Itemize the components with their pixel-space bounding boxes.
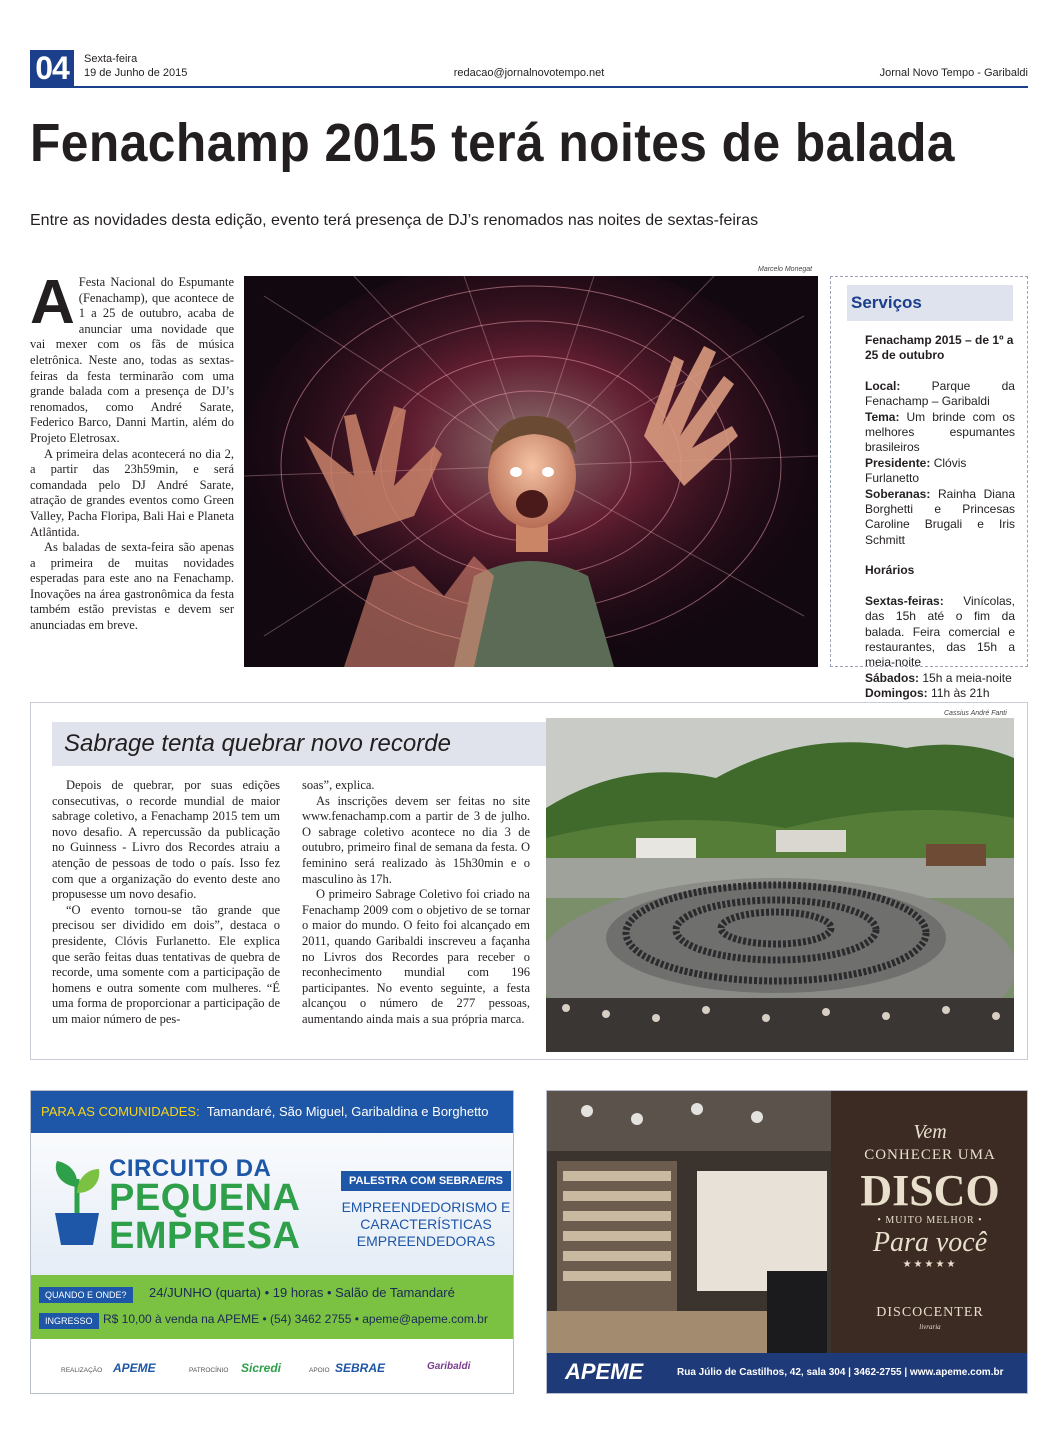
sabrage-paragraph: “O evento tornou-se tão grande que precisou ser dividido em dois”, destaca o presidente, Clóvis Furlanetto. Ele explica que serão feitas duas tentativas de quebra de recorde, uma somente com a participação de homens e outra somente com mulheres. “É uma forma de proporcionar a participação de um maior número de pes- bbox=[52, 902, 280, 1026]
services-body bbox=[847, 333, 1015, 702]
ad-info-band bbox=[31, 1275, 514, 1339]
services-sundays: Domingos: 11h às 21h bbox=[865, 686, 990, 701]
services-saturdays: Sábados: 15h a meia-noite bbox=[865, 670, 1012, 685]
sabrage-column-1 bbox=[52, 778, 280, 1028]
apeme-footer-logo: APEME bbox=[565, 1359, 644, 1384]
page-headline: Fenachamp 2015 terá noites de balada bbox=[30, 113, 955, 173]
ad-footer-bar bbox=[547, 1353, 1028, 1394]
apeme-address[interactable]: Rua Júlio de Castilhos, 42, sala 304 | 3462-2755 | www.apeme.com.br bbox=[677, 1367, 1004, 1378]
main-photo-credit: Marcelo Monegat bbox=[758, 266, 813, 273]
main-article bbox=[30, 268, 234, 634]
sabrage-photo-illustration bbox=[546, 718, 1014, 1052]
issue-full-date: 19 de Junho de 2015 bbox=[84, 67, 188, 79]
ad-line-2: CONHECER UMA bbox=[864, 1147, 996, 1163]
ad-when-value: 24/JUNHO (quarta) • 19 horas • Salão de Tamandaré bbox=[149, 1285, 455, 1300]
services-theme: Tema: Um brinde com os melhores espumantes brasileiros bbox=[865, 409, 1015, 455]
ad-line-5: Para você bbox=[872, 1227, 988, 1258]
header-divider bbox=[30, 86, 1028, 88]
plant-pot-icon bbox=[49, 1157, 105, 1247]
ad-palestra-badge: PALESTRA COM SEBRAE/RS bbox=[341, 1171, 511, 1191]
discocenter-subtitle: livraria bbox=[919, 1323, 941, 1331]
ad-realizacao-label: REALIZAÇÃO bbox=[61, 1367, 103, 1374]
garibaldi-logo: Garibaldi bbox=[427, 1361, 471, 1372]
circuito-ad[interactable] bbox=[30, 1090, 514, 1394]
ad-line-3: DISCO bbox=[860, 1166, 1000, 1215]
discocenter-brand: DISCOCENTER bbox=[876, 1305, 984, 1320]
ad-sponsors bbox=[31, 1341, 514, 1394]
article-paragraph: As baladas de sexta-feira são apenas a primeira de muitas novidades esperadas para este ano na Fenachamp. Inovações na área gastronômica da festa também estão previstas e devem ser anunciadas em breve. bbox=[30, 540, 234, 633]
services-schedule-title: Horários bbox=[865, 563, 915, 578]
services-sovereigns: Soberanas: Rainha Diana Borghetti e Princesas Caroline Brugali e Iris Schmitt bbox=[865, 486, 1015, 547]
newspaper-name: Jornal Novo Tempo - Garibaldi bbox=[879, 67, 1028, 79]
ad-when-label: QUANDO E ONDE? bbox=[39, 1287, 133, 1303]
sabrage-crowd-photo bbox=[546, 718, 1014, 1052]
ad-title-line-1: CIRCUITO DA bbox=[109, 1155, 272, 1182]
sabrage-column-2 bbox=[302, 778, 530, 1028]
ad-patrocinio-label: PATROCÍNIO bbox=[189, 1367, 229, 1374]
sabrage-paragraph: O primeiro Sabrage Coletivo foi criado na Fenachamp 2009 com o objetivo de se tornar o maior do mundo. O feito foi alcançado em 2011, quando Garibaldi inscreveu a façanha no Livros dos Recordes para receber o reconhecimento mundial com 196 participantes. No evento seguinte, a festa alcançou o número de 277 pessoas, aumentando ainda mais a sua própria marca. bbox=[302, 887, 530, 1026]
drop-cap: A bbox=[30, 268, 75, 337]
dj-photo-illustration bbox=[244, 276, 818, 667]
page-number: 04 bbox=[30, 50, 74, 86]
services-box bbox=[830, 276, 1028, 701]
ad-communities-strip: PARA AS COMUNIDADES: Tamandaré, São Miguel, Garibaldina e Borghetto bbox=[31, 1091, 514, 1133]
ad-apoio-label: APOIO bbox=[309, 1367, 330, 1374]
issue-day: Sexta-feira bbox=[84, 53, 138, 65]
sabrage-title: Sabrage tenta quebrar novo recorde bbox=[52, 722, 546, 766]
sebrae-logo: SEBRAE bbox=[335, 1361, 386, 1375]
services-president: Presidente: Clóvis Furlanetto bbox=[865, 455, 967, 486]
services-fridays: Sextas-feiras: Vinícolas, das 15h até o fim da balada. Feira comercial e restaurantes, das 15h a meia-noite bbox=[865, 593, 1015, 670]
ad-line-1: Vem bbox=[913, 1121, 947, 1143]
apeme-logo: APEME bbox=[113, 1361, 156, 1375]
article-paragraph: A Festa Nacional do Espumante (Fenachamp), que acontece de 1 a 25 de outubro, acaba de anunciar uma novidade que vai mexer com os fãs de música eletrônica. Neste ano, todas as sextas-feiras da festa terminarão com uma grande balada com a presença de DJ’s renomados, como André Sarate, Federico Barco, Danni Martin, além do Projeto Eletrosax. bbox=[30, 268, 234, 445]
services-title: Serviços bbox=[847, 285, 1013, 321]
ad-line-4: • MUITO MELHOR • bbox=[877, 1215, 983, 1226]
ad-stars: ★★★★★ bbox=[902, 1259, 958, 1270]
ad-title-line-3: EMPRESA bbox=[109, 1215, 301, 1257]
ad-topic: EMPREENDEDORISMO E CARACTERÍSTICAS EMPREENDEDORAS bbox=[341, 1199, 511, 1249]
sabrage-photo-credit: Cassius André Fanti bbox=[944, 710, 1007, 717]
ad-ticket-value: R$ 10,00 à venda na APEME • (54) 3462 2755 • apeme@apeme.com.br bbox=[103, 1312, 488, 1326]
discocenter-ad[interactable] bbox=[546, 1090, 1028, 1394]
sicredi-logo: Sicredi bbox=[241, 1361, 282, 1375]
sabrage-paragraph: As inscrições devem ser feitas no site www.fenachamp.com a partir de 3 de julho. O sabrage coletivo acontece no dia 3 de outubro, primeiro final de semana da festa. O feminino será realizado às 15h30min e o masculino às 17h. bbox=[302, 793, 530, 886]
services-local: Local: Parque da Fenachamp – Garibaldi bbox=[865, 378, 1015, 409]
page-subheadline: Entre as novidades desta edição, evento terá presença de DJ’s renomados nas noites de sextas-feiras bbox=[30, 212, 759, 229]
ad-title-line-2: PEQUENA bbox=[109, 1177, 301, 1219]
dj-photo bbox=[244, 276, 818, 667]
sabrage-paragraph: soas”, explica. bbox=[302, 778, 375, 792]
services-event: Fenachamp 2015 – de 1º a 25 de outubro bbox=[865, 333, 1014, 363]
store-photo bbox=[547, 1091, 831, 1353]
sabrage-paragraph: Depois de quebrar, por suas edições consecutivas, o recorde mundial de maior sabrage coletivo, a Fenachamp 2015 tem um novo desafio. A repercussão da publicação no Guinness - Livro dos Recordes atraiu a atenção de pessoas de todo o país. Isso fez com que a organização do evento deste ano propusesse um novo desafio. bbox=[52, 778, 280, 902]
store-interior-illustration bbox=[547, 1091, 831, 1353]
article-paragraph: A primeira delas acontecerá no dia 2, a partir das 23h59min, e será comandada pelo DJ André Sarate, atração de grandes eventos como Green Valley, Pacha Floripa, Bali Hai e Planeta Atlântida. bbox=[30, 446, 234, 539]
ad-ticket-label: INGRESSO bbox=[39, 1313, 99, 1329]
ad-promo-panel bbox=[831, 1091, 1028, 1353]
newsroom-email[interactable]: redacao@jornalnovotempo.net bbox=[453, 67, 605, 79]
